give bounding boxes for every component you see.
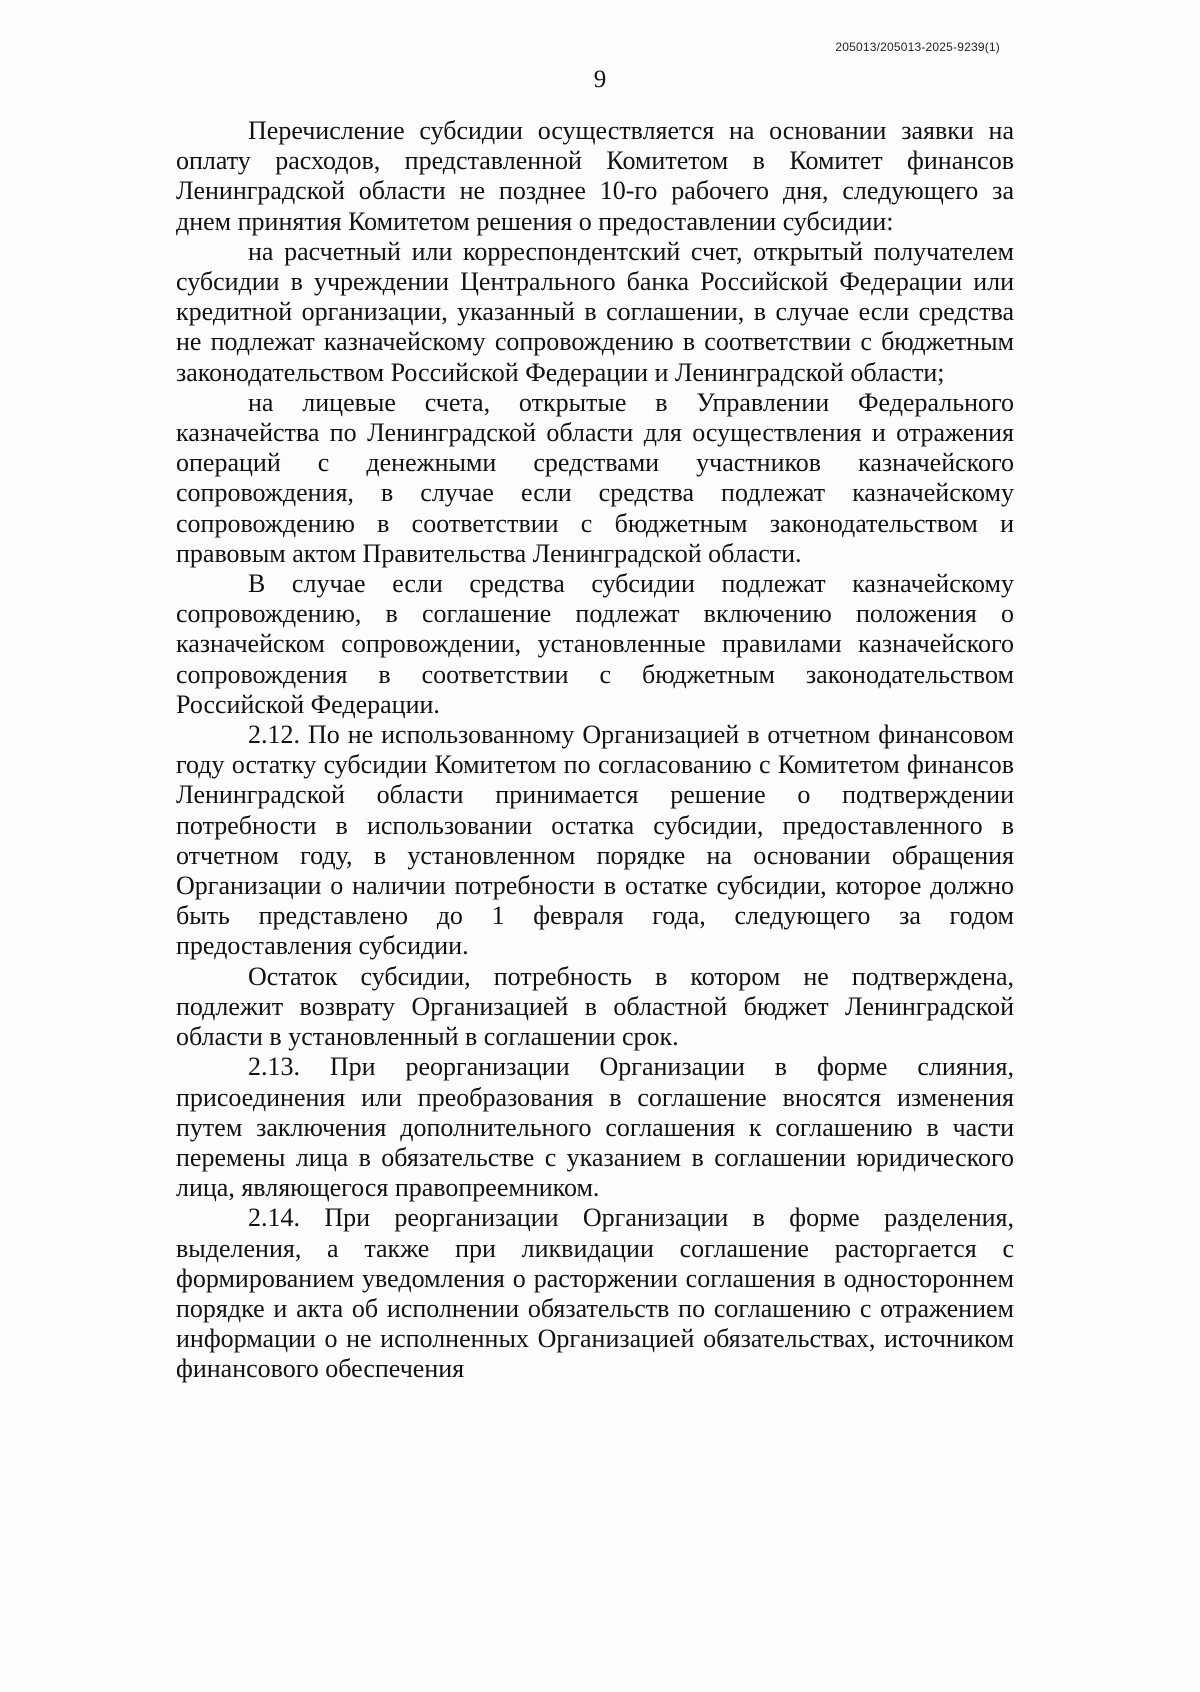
paragraph-subsidy-transfer: Перечисление субсидии осуществляется на основании заявки на оплату расходов, представленной Комитетом в Комитет финансов Ленинградской области не позднее 10-го рабочего дня, следующего за днем принятия Комитетом решения о предоставлении субсидии: — [176, 116, 1014, 236]
paragraph-treasury-support: В случае если средства субсидии подлежат казначейскому сопровождению, в соглашение подлежат включению положения о казначейском сопровождении, установленные правилами казначейского сопровождения в соответствии с бюджетным законодательством Российской Федерации. — [176, 569, 1014, 719]
page-number: 9 — [593, 66, 607, 93]
paragraph-2-12: 2.12. По не использованному Организацией в отчетном финансовом году остатку субсидии Комитетом по согласованию с Комитетом финансов Ленинградской области принимается решение о подтверждении потребности в использовании остатка субсидии, предоставленного в отчетном году, в установленном порядке на основании обращения Организации о наличии потребности в остатке субсидии, которое должно быть представлено до 1 февраля года, следующего за годом предоставления субсидии. — [176, 720, 1014, 961]
document-reference-number: 205013/205013-2025-9239(1) — [835, 40, 1000, 54]
paragraph-personal-accounts: на лицевые счета, открытые в Управлении Федерального казначейства по Ленинградской области для осуществления и отражения операций с денежными средствами участников казначейского сопровождения, в случае если средства подлежат казначейскому сопровождению в соответствии с бюджетным законодательством и правовым актом Правительства Ленинградской области. — [176, 387, 1014, 568]
paragraph-settlement-account: на расчетный или корреспондентский счет, открытый получателем субсидии в учреждении Центрального банка Российской Федерации или кредитной организации, указанный в соглашении, в случае если средства не подлежат казначейскому сопровождению в соответствии с бюджетным законодательством Российской Федерации и Ленинградской области; — [176, 236, 1014, 387]
paragraph-2-14: 2.14. При реорганизации Организации в форме разделения, выделения, а также при ликвидации соглашение расторгается с формированием уведомления о расторжении соглашения в одностороннем порядке и акта об исполнении обязательств по соглашению с отражением информации о не исполненных Организацией обязательствах, источником финансового обеспечения — [176, 1203, 1014, 1384]
paragraph-subsidy-remainder: Остаток субсидии, потребность в котором не подтверждена, подлежит возврату Организацией в областной бюджет Ленинградской области в установленный в соглашении срок. — [176, 961, 1014, 1052]
document-body — [176, 116, 1014, 1385]
paragraph-2-13: 2.13. При реорганизации Организации в форме слияния, присоединения или преобразования в соглашение вносятся изменения путем заключения дополнительного соглашения к соглашению в части перемены лица в обязательстве с указанием в соглашении юридического лица, являющегося правопреемником. — [176, 1052, 1014, 1203]
